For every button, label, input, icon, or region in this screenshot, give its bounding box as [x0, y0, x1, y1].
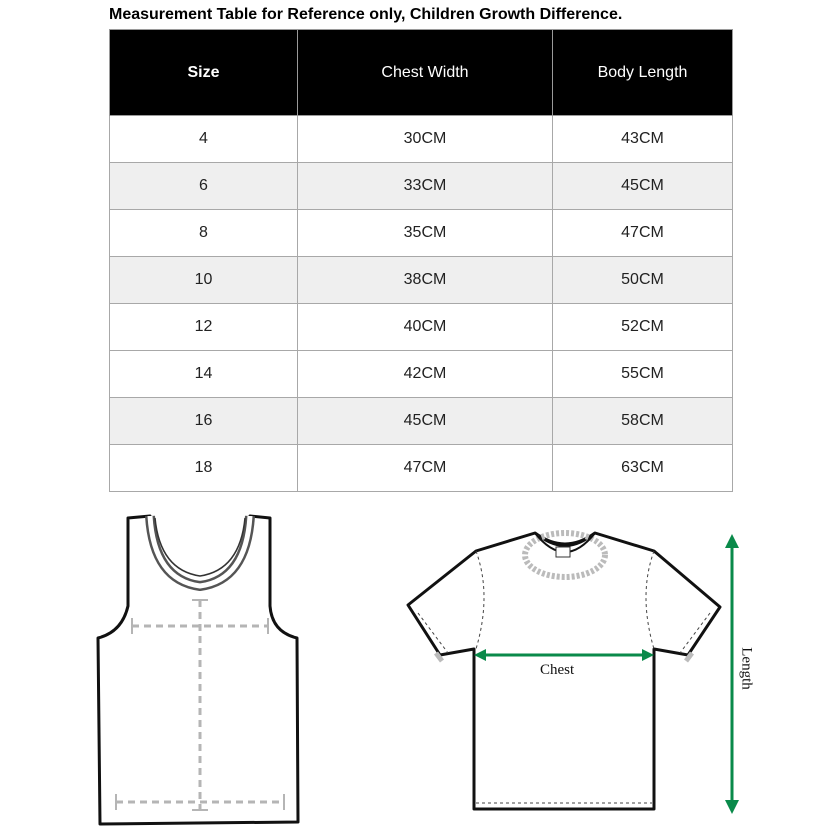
table-header-row [110, 30, 733, 116]
cell-chest-width: 38CM [298, 257, 553, 304]
table-row [110, 163, 733, 210]
table-row [110, 257, 733, 304]
measurement-table [109, 29, 733, 492]
cell-chest-width: 45CM [298, 398, 553, 445]
table-row [110, 116, 733, 163]
cell-chest-width: 33CM [298, 163, 553, 210]
cell-size: 14 [110, 351, 298, 398]
chest-label: Chest [540, 662, 575, 678]
cell-body-length: 47CM [553, 210, 733, 257]
tank-top-illustration [92, 510, 307, 828]
cell-body-length: 50CM [553, 257, 733, 304]
cell-chest-width: 35CM [298, 210, 553, 257]
cell-size: 8 [110, 210, 298, 257]
header-body-length: Body Length [553, 30, 733, 116]
cell-body-length: 55CM [553, 351, 733, 398]
table-row [110, 398, 733, 445]
cell-size: 16 [110, 398, 298, 445]
cell-body-length: 52CM [553, 304, 733, 351]
cell-chest-width: 47CM [298, 445, 553, 492]
cell-body-length: 58CM [553, 398, 733, 445]
header-size: Size [110, 30, 298, 116]
cell-chest-width: 40CM [298, 304, 553, 351]
cell-chest-width: 30CM [298, 116, 553, 163]
table-row [110, 445, 733, 492]
cell-size: 4 [110, 116, 298, 163]
cell-size: 10 [110, 257, 298, 304]
table-row [110, 304, 733, 351]
length-label: Length [738, 647, 755, 690]
cell-body-length: 45CM [553, 163, 733, 210]
table-row [110, 210, 733, 257]
cell-body-length: 63CM [553, 445, 733, 492]
cell-body-length: 43CM [553, 116, 733, 163]
cell-size: 12 [110, 304, 298, 351]
page-title: Measurement Table for Reference only, Children Growth Difference. [109, 6, 623, 23]
cell-chest-width: 42CM [298, 351, 553, 398]
table-row [110, 351, 733, 398]
header-chest-width: Chest Width [298, 30, 553, 116]
cell-size: 6 [110, 163, 298, 210]
cell-size: 18 [110, 445, 298, 492]
